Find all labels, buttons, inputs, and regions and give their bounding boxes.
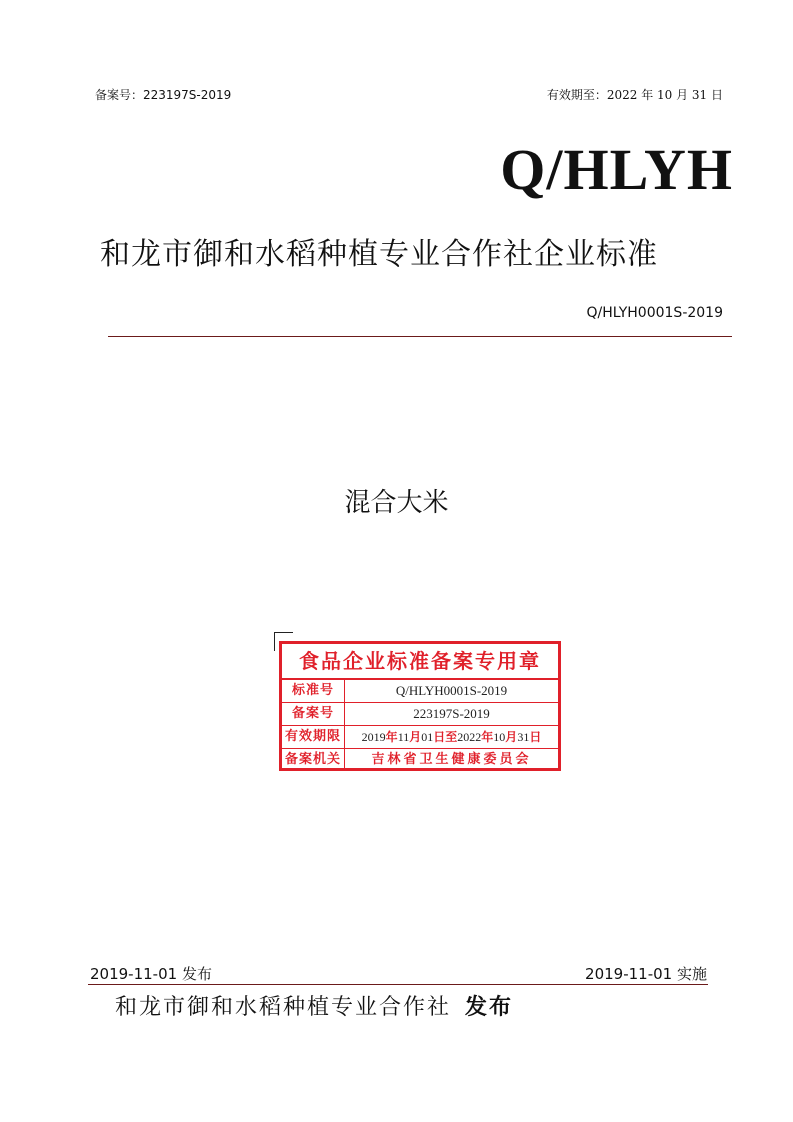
bottom-divider (88, 984, 708, 985)
issuer (115, 990, 513, 1021)
issuer-action: 发布 (465, 995, 514, 1020)
stamp-value: 223197S-2019 (413, 706, 490, 721)
stamp-label: 备案机关 (282, 749, 345, 771)
filing-number: 备案号：223197S-2019 (95, 88, 232, 102)
date-unit: 月 (409, 730, 422, 744)
date-unit: 日至 (433, 730, 458, 744)
stamp-row-standard-number (282, 680, 558, 703)
stamp-label: 标准号 (282, 680, 345, 702)
date-year-end: 2022 (457, 730, 482, 744)
date-year-start: 2019 (361, 730, 386, 744)
date-day-end: 31 (517, 730, 530, 744)
date-unit: 年 (481, 730, 494, 744)
date-day-start: 01 (421, 730, 434, 744)
standard-code: Q/HLYH (500, 137, 733, 202)
filing-stamp (279, 641, 561, 771)
date-unit: 年 (385, 730, 398, 744)
validity-date: 有效期至：2022 年 10 月 31 日 (546, 88, 723, 102)
date-unit: 月 (505, 730, 518, 744)
stamp-heading: 食品企业标准备案专用章 (282, 644, 558, 680)
stamp-validity-dates (345, 726, 558, 748)
date-month-end: 10 (493, 730, 506, 744)
date-month-start: 11 (397, 730, 410, 744)
date-unit: 日 (529, 730, 542, 744)
organization-standard-title: 和龙市御和水稻种植专业合作社企业标准 (100, 237, 658, 272)
top-divider (108, 336, 732, 337)
stamp-label: 有效期限 (282, 726, 345, 748)
stamp-value: Q/HLYH0001S-2019 (395, 683, 508, 698)
stamp-row-authority (282, 749, 558, 771)
issue-date: 2019-11-01 发布 (90, 965, 212, 983)
document-title: 混合大米 (344, 488, 449, 518)
stamp-label: 备案号 (282, 703, 345, 725)
issuer-name: 和龙市御和水稻种植专业合作社 (115, 995, 452, 1020)
stamp-row-filing-number (282, 703, 558, 726)
standard-number: Q/HLYH0001S-2019 (586, 305, 723, 321)
stamp-authority: 吉林省卫生健康委员会 (371, 752, 532, 767)
implementation-date: 2019-11-01 实施 (585, 965, 707, 983)
stamp-row-validity (282, 726, 558, 749)
